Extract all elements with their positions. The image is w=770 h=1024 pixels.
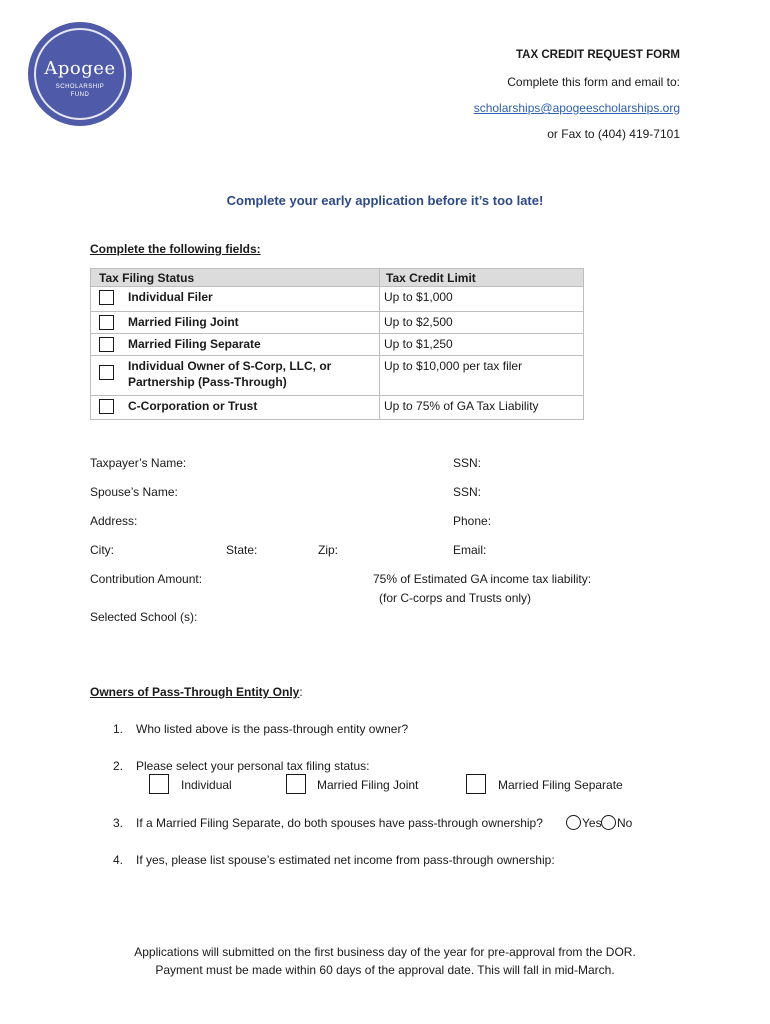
option-separate-label: Married Filing Separate — [498, 778, 623, 792]
city-label: City: — [90, 543, 114, 557]
headline: Complete your early application before it’s too late! — [226, 193, 544, 208]
status-label: C-Corporation or Trust — [128, 399, 258, 413]
table-row — [91, 356, 584, 396]
option-separate-checkbox[interactable] — [466, 774, 486, 794]
fax-line: or Fax to (404) 419-7101 — [547, 127, 680, 141]
tax-credit-table — [90, 268, 584, 420]
address-label: Address: — [90, 514, 138, 528]
logo-tagline: SCHOLARSHIP — [55, 84, 105, 90]
status-label: Individual Owner of S-Corp, LLC, or Partnership (Pass-Through) — [128, 359, 332, 389]
question-2-number: 2. — [113, 759, 124, 773]
question-4-number: 4. — [113, 853, 124, 867]
table-row — [91, 334, 584, 356]
yes-label: Yes — [582, 816, 602, 830]
option-joint-label: Married Filing Joint — [317, 778, 419, 792]
contribution-label: Contribution Amount: — [90, 572, 203, 586]
logo-tagline-2: FUND — [70, 92, 90, 98]
limit-value: Up to $10,000 per tax filer — [380, 356, 584, 396]
state-label: State: — [226, 543, 258, 557]
spouse-ssn-label: SSN: — [453, 485, 482, 499]
column-header-limit: Tax Credit Limit — [380, 269, 584, 287]
status-checkbox-joint[interactable] — [99, 315, 114, 330]
form-title: TAX CREDIT REQUEST FORM — [516, 49, 680, 61]
taxpayer-name-label: Taxpayer’s Name: — [90, 456, 187, 470]
question-3: If a Married Filing Separate, do both spouses have pass-through ownership? — [136, 816, 543, 830]
limit-value: Up to $1,250 — [380, 334, 584, 356]
no-radio[interactable] — [601, 815, 616, 830]
email-label: Email: — [453, 543, 487, 557]
option-individual-label: Individual — [181, 778, 232, 792]
email-link[interactable]: scholarships@apogeescholarships.org — [473, 101, 680, 115]
form-instruction: Complete this form and email to: — [507, 75, 680, 89]
status-checkbox-corporation[interactable] — [99, 399, 114, 414]
estimate-note: (for C-corps and Trusts only) — [379, 591, 532, 605]
limit-value: Up to 75% of GA Tax Liability — [380, 396, 584, 420]
option-individual-checkbox[interactable] — [149, 774, 169, 794]
phone-label: Phone: — [453, 514, 492, 528]
footer-line-1: Applications will submitted on the first business day of the year for pre-approval from the DOR. — [134, 945, 636, 959]
yes-radio[interactable] — [566, 815, 581, 830]
spouse-name-label: Spouse’s Name: — [90, 485, 178, 499]
fields-heading: Complete the following fields: — [90, 242, 261, 256]
question-4: If yes, please list spouse’s estimated net income from pass-through ownership: — [136, 853, 555, 867]
option-joint-checkbox[interactable] — [286, 774, 306, 794]
question-1-number: 1. — [113, 722, 124, 736]
footer-line-2: Payment must be made within 60 days of the approval date. This will fall in mid-March. — [155, 963, 615, 977]
status-checkbox-separate[interactable] — [99, 337, 114, 352]
question-3-number: 3. — [113, 816, 124, 830]
table-row — [91, 312, 584, 334]
table-row — [91, 396, 584, 420]
question-1: Who listed above is the pass-through entity owner? — [136, 722, 409, 736]
limit-value: Up to $2,500 — [380, 312, 584, 334]
status-label: Individual Filer — [128, 290, 213, 304]
pass-through-heading-wrap — [90, 685, 303, 699]
status-checkbox-pass-through[interactable] — [99, 365, 114, 380]
zip-label: Zip: — [318, 543, 339, 557]
table-row — [91, 287, 584, 312]
no-label: No — [617, 816, 633, 830]
estimate-label: 75% of Estimated GA income tax liability: — [373, 572, 592, 586]
status-label: Married Filing Joint — [128, 315, 239, 329]
status-checkbox-individual[interactable] — [99, 290, 114, 305]
pass-through-heading-colon: : — [299, 685, 303, 699]
pass-through-heading: Owners of Pass-Through Entity Only — [90, 685, 300, 699]
logo-name: Apogee — [44, 58, 116, 79]
limit-value: Up to $1,000 — [380, 287, 584, 312]
logo — [28, 22, 132, 126]
column-header-status: Tax Filing Status — [91, 269, 380, 287]
status-label: Married Filing Separate — [128, 337, 261, 351]
school-label: Selected School (s): — [90, 610, 198, 624]
question-2: Please select your personal tax filing status: — [136, 759, 370, 773]
ssn-label: SSN: — [453, 456, 482, 470]
